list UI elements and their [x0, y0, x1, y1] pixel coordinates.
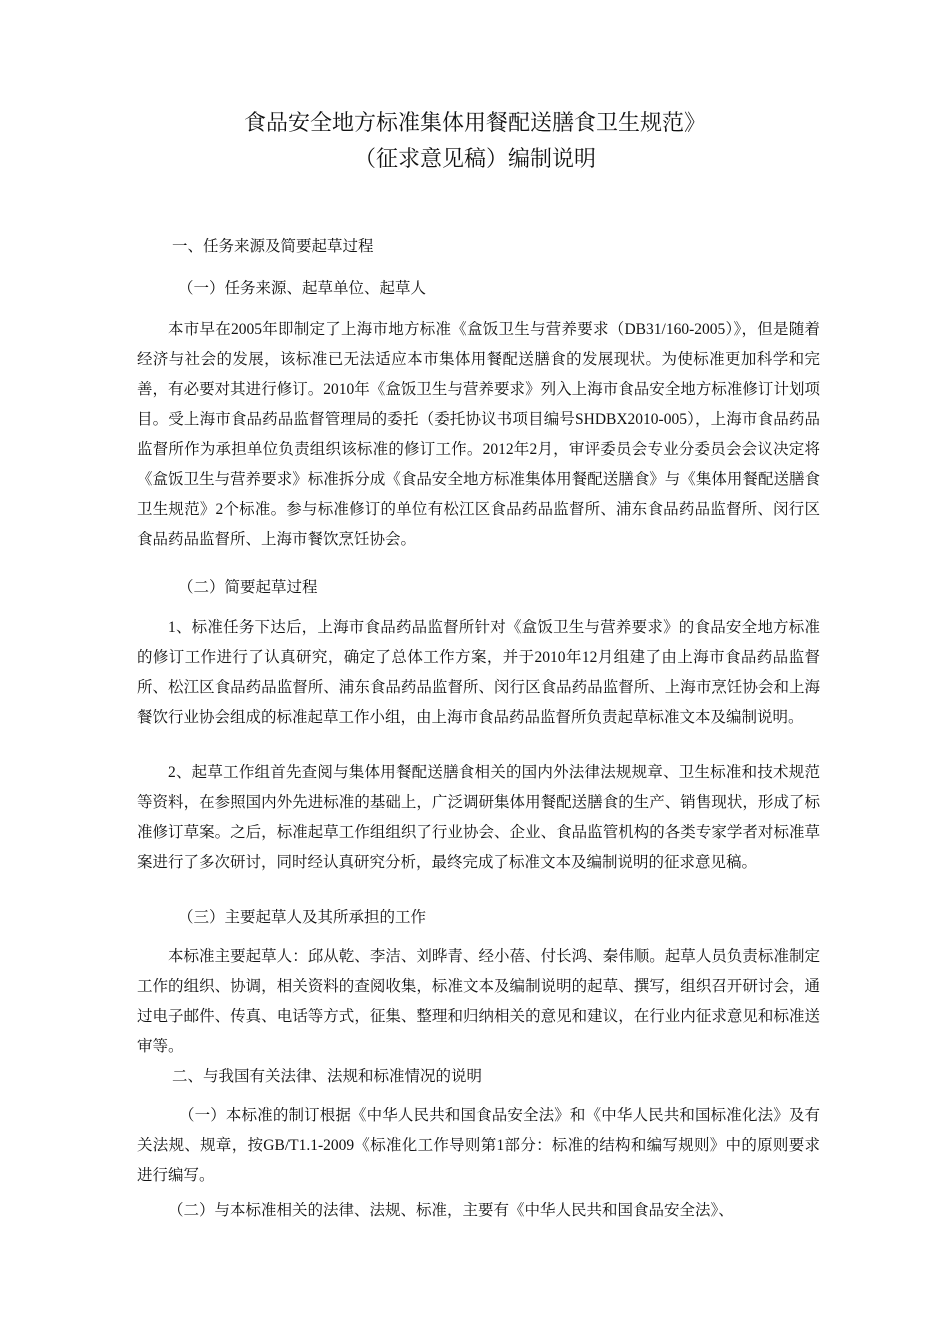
subsection-1-heading: （一）任务来源、起草单位、起草人	[178, 279, 427, 297]
subsection-3-heading: （三）主要起草人及其所承担的工作	[178, 908, 427, 926]
section-2-paragraph-1: （一）本标准的制订根据《中华人民共和国食品安全法》和《中华人民共和国标准化法》及有关法规、规章，按GB/T1.1-2009《标准化工作导则第1部分：标准的结构和编写规则》中的原则要求进行编写。	[137, 1107, 820, 1184]
document-title-line-2: （征求意见稿）编制说明	[353, 147, 596, 172]
subsection-3-paragraph: 本标准主要起草人：邱从乾、李洁、刘晔青、经小蓓、付长鸿、秦伟顺。起草人员负责标准制定工作的组织、协调，相关资料的查阅收集，标准文本及编制说明的起草、撰写，组织召开研讨会，通过电子邮件、传真、电话等方式，征集、整理和归纳相关的意见和建议，在行业内征求意见和标准送审等。	[137, 948, 820, 1055]
subsection-2-paragraph-2: 2、起草工作组首先查阅与集体用餐配送膳食相关的国内外法律法规规章、卫生标准和技术规范等资料，在参照国内外先进标准的基础上，广泛调研集体用餐配送膳食的生产、销售现状，形成了标准修订草案。之后，标准起草工作组组织了行业协会、企业、食品监管机构的各类专家学者对标准草案进行了多次研讨，同时经认真研究分析，最终完成了标准文本及编制说明的征求意见稿。	[137, 764, 820, 871]
section-2-heading: 二、与我国有关法律、法规和标准情况的说明	[172, 1067, 483, 1085]
section-1-heading: 一、任务来源及简要起草过程	[172, 237, 374, 255]
document-title-line-1: 食品安全地方标准集体用餐配送膳食卫生规范》	[243, 111, 706, 136]
section-2-paragraph-2: （二）与本标准相关的法律、法规、标准，主要有《中华人民共和国食品安全法》、	[168, 1202, 734, 1219]
subsection-1-paragraph: 本市早在2005年即制定了上海市地方标准《盒饭卫生与营养要求（DB31/160-2005）》，但是随着经济与社会的发展，该标准已无法适应本市集体用餐配送膳食的发展现状。为使标准更加科学和完善，有必要对其进行修订。2010年《盒饭卫生与营养要求》列入上海市食品安全地方标准修订计划项目。受上海市食品药品监督管理局的委托（委托协议书项目编号SHDBX2010-005），上海市食品药品监督所作为承担单位负责组织该标准的修订工作。2012年2月，审评委员会专业分委员会会议决定将《盒饭卫生与营养要求》标准拆分成《食品安全地方标准集体用餐配送膳食》与《集体用餐配送膳食卫生规范》2个标准。参与标准修订的单位有松江区食品药品监督所、浦东食品药品监督所、闵行区食品药品监督所、上海市餐饮烹饪协会。	[137, 321, 820, 548]
subsection-2-paragraph-1: 1、标准任务下达后，上海市食品药品监督所针对《盒饭卫生与营养要求》的食品安全地方标准的修订工作进行了认真研究，确定了总体工作方案，并于2010年12月组建了由上海市食品药品监督所、松江区食品药品监督所、浦东食品药品监督所、闵行区食品药品监督所、上海市烹饪协会和上海餐饮行业协会组成的标准起草工作小组，由上海市食品药品监督所负责起草标准文本及编制说明。	[137, 619, 820, 726]
subsection-2-heading: （二）简要起草过程	[178, 578, 318, 596]
